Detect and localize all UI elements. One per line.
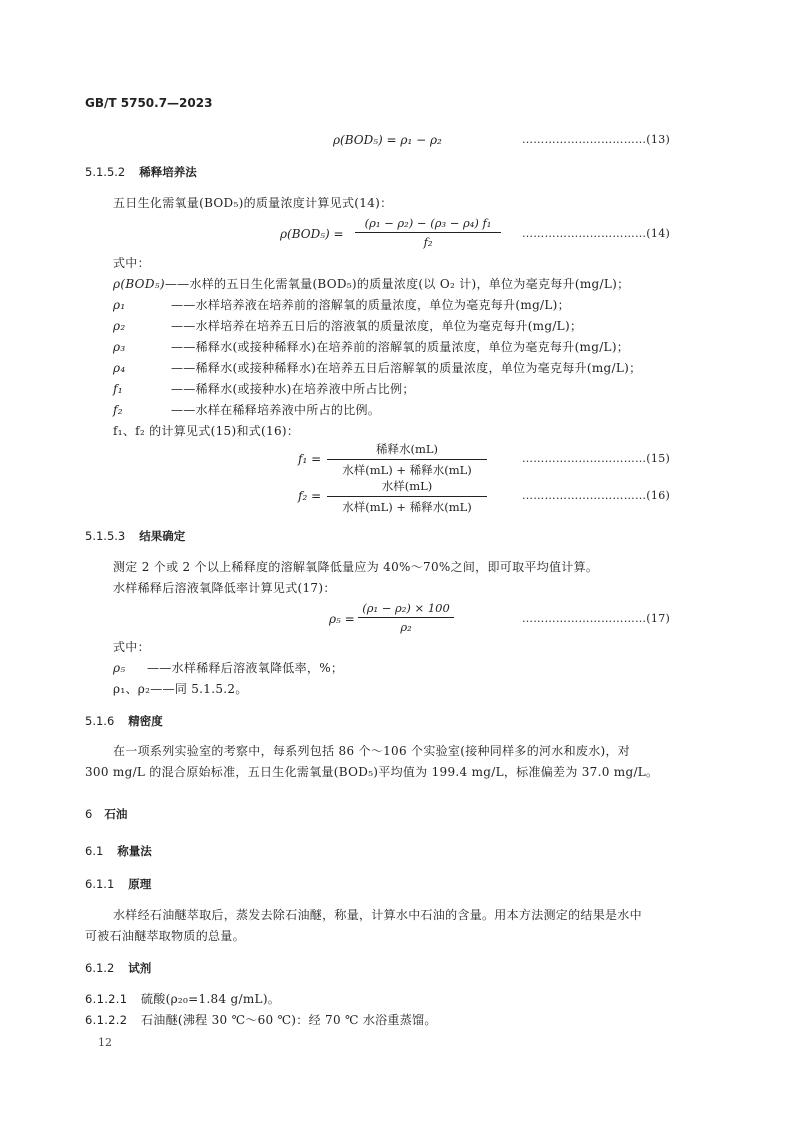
formula-15-denominator: 水样(mL) + 稀释水(mL): [342, 463, 472, 477]
formula-15-lhs: f₁ =: [298, 452, 322, 466]
section-6-1-heading: [85, 846, 152, 858]
section-number: 6.1.2: [85, 961, 115, 975]
formula-16-numerator: 水样(mL): [381, 479, 433, 493]
page-number: 12: [98, 1036, 112, 1049]
definition-text: ——水样的五日生化需氧量(BOD₅)的质量浓度(以 O₂ 计)，单位为毫克每升(mg/L)；: [164, 277, 630, 291]
definition-row: [113, 404, 380, 416]
reagent-text: 石油醚(沸程 30 ℃～60 ℃)：经 70 ℃ 水浴重蒸馏。: [141, 1013, 437, 1027]
paragraph-f-intro: f₁、f₂ 的计算见式(15)和式(16)：: [113, 424, 300, 438]
section-title: 石油: [104, 807, 128, 821]
definition-symbol: ρ₃: [113, 340, 126, 354]
formula-14-fraction: [355, 216, 501, 249]
standard-number: GB/T 5750.7—2023: [85, 96, 213, 110]
definition-row: [113, 383, 415, 395]
formula-16-fraction: [327, 478, 487, 515]
section-6-1-2-heading: [85, 963, 151, 975]
formula-13: ρ(BOD₅) = ρ₁ − ρ₂: [333, 133, 442, 147]
reagent-item: [85, 993, 280, 1006]
definition-text: ——水样稀释后溶液氧降低率，%；: [147, 661, 344, 675]
formula-15-fraction: [327, 441, 487, 478]
section-6-1-1-heading: [85, 879, 151, 891]
reagent-number: 6.1.2.2: [85, 1013, 128, 1027]
paragraph-precision-line1: 在一项系列实验室的考察中，每系列包括 86 个～106 个实验室(接种同样多的河水和废水)，对: [113, 744, 631, 758]
section-title: 称量法: [117, 844, 152, 858]
formula-14-denominator: f₂: [423, 235, 433, 249]
section-5-1-5-3-heading: [85, 531, 185, 543]
formula-17-ref: ……………………………(17): [522, 612, 671, 625]
paragraph-result: 测定 2 个或 2 个以上稀释度的溶解氧降低量应为 40%～70%之间，即可取平均值计算。: [113, 560, 599, 574]
definition-text: ——水样在稀释培养液中所占的比例。: [171, 403, 381, 417]
paragraph-precision-line2: 300 mg/L 的混合原始标准，五日生化需氧量(BOD₅)平均值为 199.4 mg/L，标准偏差为 37.0 mg/L。: [85, 765, 659, 779]
paragraph-bod-intro: 五日生化需氧量(BOD₅)的质量浓度计算见式(14)：: [113, 196, 393, 210]
definition-row: ρ₁、ρ₂——同 5.1.5.2。: [113, 682, 248, 696]
definition-symbol: ρ₂: [113, 319, 126, 333]
definition-symbol: ρ(BOD₅): [113, 277, 165, 291]
formula-14-ref: ……………………………(14): [522, 227, 671, 240]
formula-15-numerator: 稀释水(mL): [375, 442, 438, 456]
formula-17-fraction: [358, 601, 454, 634]
formula-16-denominator: 水样(mL) + 稀释水(mL): [342, 500, 472, 514]
definition-text: ——水样培养在培养五日后的溶液氧的质量浓度，单位为毫克每升(mg/L)；: [171, 319, 583, 333]
section-number: 5.1.6: [85, 714, 115, 728]
definition-symbol: f₁: [113, 382, 123, 396]
reagent-item: [85, 1014, 437, 1027]
section-title: 原理: [128, 877, 152, 891]
reagent-text: 硫酸(ρ₂₀=1.84 g/mL)。: [141, 992, 281, 1006]
formula-16-lhs: f₂ =: [298, 489, 322, 503]
formula-17-numerator: (ρ₁ − ρ₂) × 100: [362, 601, 450, 615]
formula-15-ref: ……………………………(15): [522, 452, 671, 465]
section-6-heading: [85, 809, 127, 821]
formula-17-lhs: ρ₅ =: [329, 612, 355, 626]
definition-row: [113, 278, 629, 290]
section-5-1-6-heading: [85, 716, 163, 728]
definition-row: [113, 320, 582, 332]
where-label: 式中：: [113, 640, 150, 654]
definition-row: [113, 362, 641, 374]
section-title: 试剂: [128, 961, 152, 975]
formula-14-numerator: (ρ₁ − ρ₂) − (ρ₃ − ρ₄) f₁: [364, 216, 492, 230]
section-title: 稀释培养法: [139, 165, 197, 179]
where-label: 式中：: [113, 256, 150, 270]
formula-17-denominator: ρ₂: [400, 620, 412, 634]
definition-row: [113, 299, 570, 311]
definition-text: ——稀释水(或接种稀释水)在培养前的溶解氧的质量浓度，单位为毫克每升(mg/L)；: [171, 340, 630, 354]
section-5-1-5-2-heading: [85, 167, 197, 179]
definition-text: ——稀释水(或接种水)在培养液中所占比例；: [171, 382, 415, 396]
paragraph-principle-line2: 可被石油醚萃取物质的总量。: [85, 929, 245, 943]
section-number: 5.1.5.2: [85, 165, 126, 179]
definition-row: [113, 341, 629, 353]
reagent-number: 6.1.2.1: [85, 992, 128, 1006]
section-number: 5.1.5.3: [85, 529, 126, 543]
formula-16-ref: ……………………………(16): [522, 489, 671, 502]
formula-14-lhs: ρ(BOD₅) =: [280, 227, 344, 241]
section-number: 6.1.1: [85, 877, 115, 891]
definition-symbol: ρ₅: [113, 661, 126, 675]
definition-symbol: f₂: [113, 403, 123, 417]
definition-symbol: ρ₄: [113, 361, 126, 375]
section-number: 6: [85, 807, 93, 821]
section-title: 结果确定: [139, 529, 186, 543]
paragraph-rate-intro: 水样稀释后溶液氧降低率计算见式(17)：: [113, 581, 336, 595]
definition-symbol: ρ₁: [113, 298, 126, 312]
definition-text: ——稀释水(或接种稀释水)在培养五日后溶解氧的质量浓度，单位为毫克每升(mg/L)；: [171, 361, 642, 375]
section-title: 精密度: [128, 714, 163, 728]
paragraph-principle-line1: 水样经石油醚萃取后，蒸发去除石油醚，称量，计算水中石油的含量。用本方法测定的结果是水中: [113, 908, 642, 922]
formula-13-ref: ……………………………(13): [522, 133, 671, 146]
section-number: 6.1: [85, 844, 104, 858]
definition-text: ——水样培养液在培养前的溶解氧的质量浓度，单位为毫克每升(mg/L)；: [171, 298, 570, 312]
definition-row: [113, 662, 343, 674]
